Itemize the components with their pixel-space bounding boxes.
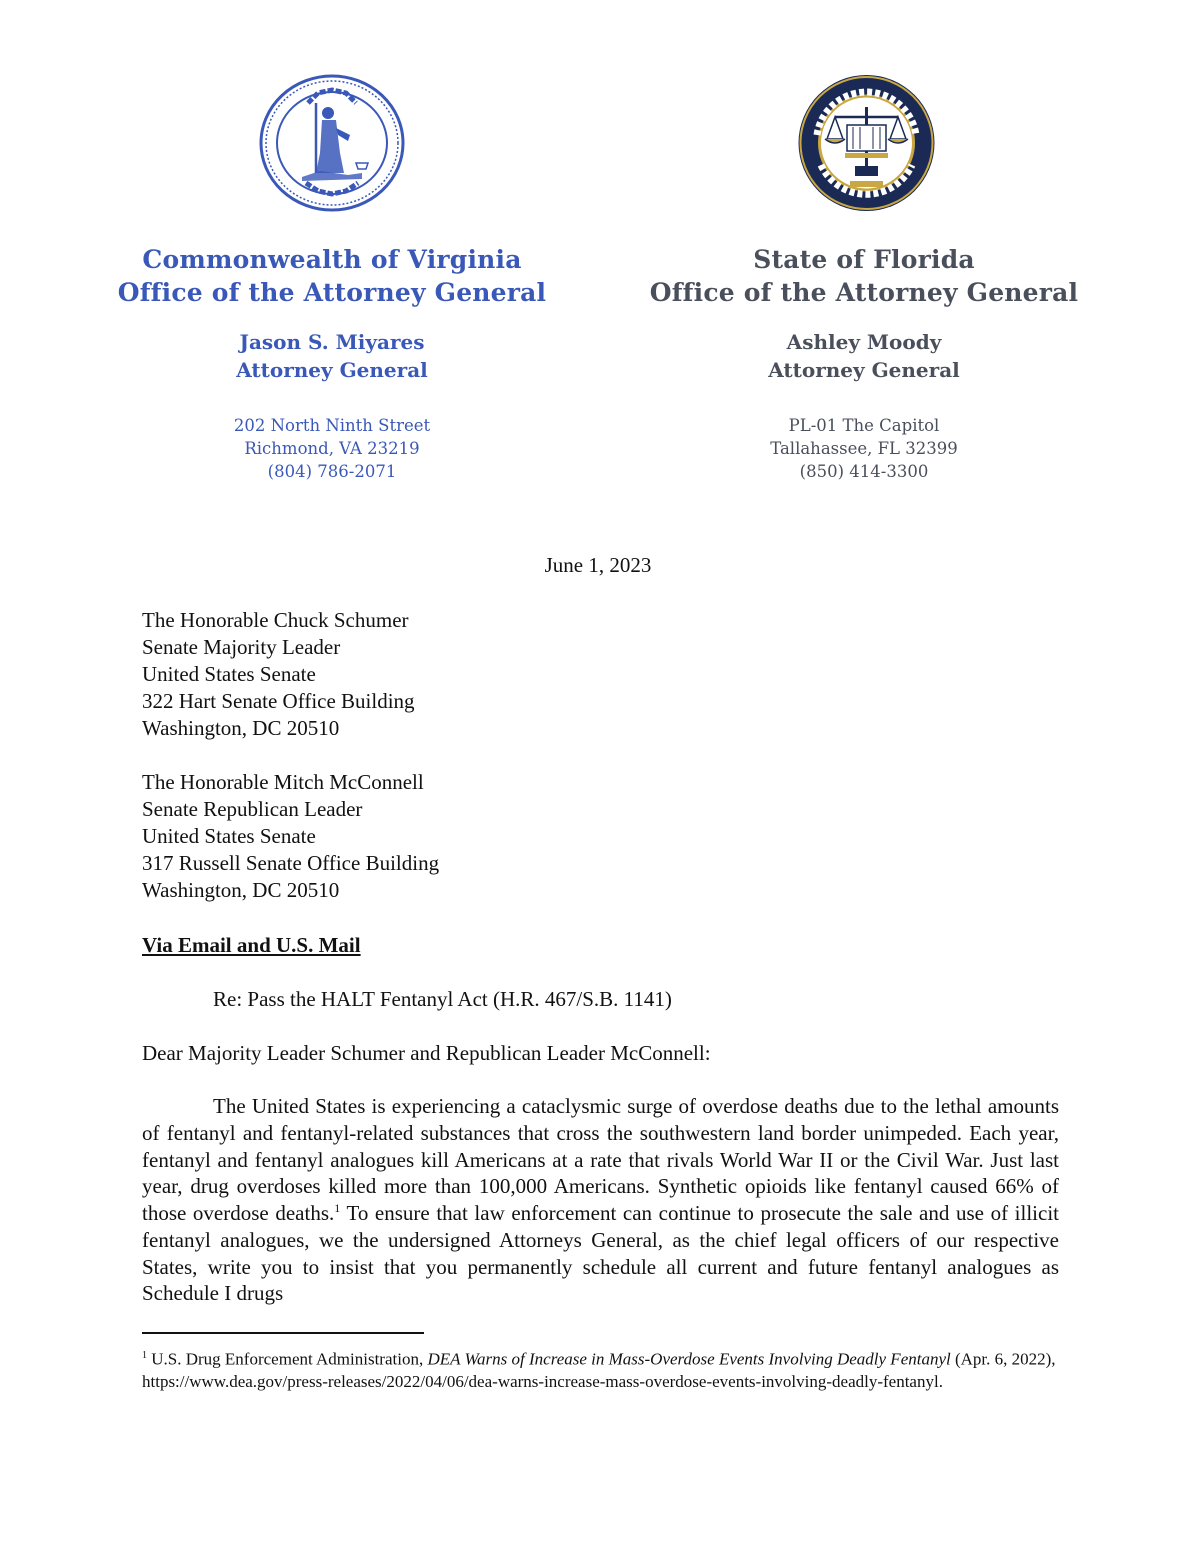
subject-line: Re: Pass the HALT Fentanyl Act (H.R. 467/S.B. 1141) bbox=[213, 987, 672, 1011]
virginia-org-line1: Commonwealth of Virginia bbox=[142, 245, 522, 274]
florida-phone: (850) 414-3300 bbox=[799, 462, 929, 481]
body-paragraph-part1: The United States is experiencing a cataclysmic surge of overdose deaths due to the lethal amounts of fentanyl and fentanyl-related substances that cross the southwestern land border unimpeded. Each year, fentanyl and fentanyl analogues kill Americans at a rate that rivals World War II or the Civil War. Just last year, drug overdoses killed more than 100,000 Americans. Synthetic opioids like fentanyl caused 66% of those overdose deaths. bbox=[142, 1094, 1059, 1225]
virginia-ag-name: Jason S. Miyares bbox=[239, 330, 425, 354]
florida-address-line1: PL-01 The Capitol bbox=[788, 416, 940, 435]
florida-address-line2: Tallahassee, FL 32399 bbox=[770, 439, 958, 458]
letter-date: June 1, 2023 bbox=[544, 553, 652, 577]
florida-ag-name: Ashley Moody bbox=[786, 330, 942, 354]
virginia-letterhead bbox=[92, 243, 572, 483]
addressee-line: Senate Republican Leader bbox=[142, 797, 363, 821]
addressee-line: Washington, DC 20510 bbox=[142, 878, 340, 902]
body-paragraph bbox=[142, 1093, 1059, 1307]
addressee-line: 317 Russell Senate Office Building bbox=[142, 851, 440, 875]
addressee-line: Senate Majority Leader bbox=[142, 635, 341, 659]
footnote-divider bbox=[142, 1332, 424, 1334]
virginia-ag-title: Attorney General bbox=[236, 358, 428, 382]
florida-org-line1: State of Florida bbox=[753, 245, 975, 274]
virginia-seal-icon bbox=[258, 73, 406, 213]
virginia-address-line2: Richmond, VA 23219 bbox=[244, 439, 420, 458]
addressee-line: Washington, DC 20510 bbox=[142, 716, 340, 740]
florida-seal-icon bbox=[795, 73, 938, 213]
footnote-lead: U.S. Drug Enforcement Administration, bbox=[147, 1349, 428, 1369]
addressee-schumer bbox=[142, 607, 415, 742]
body-paragraph-part2: To ensure that law enforcement can continue to prosecute the sale and use of illicit fentanyl analogues, we the undersigned Attorneys General, as the chief legal officers of our respective States, write you to insist that you permanently schedule all current and future fentanyl analogues as Schedule I drugs bbox=[142, 1201, 1059, 1306]
salutation: Dear Majority Leader Schumer and Republican Leader McConnell: bbox=[142, 1041, 711, 1065]
virginia-phone: (804) 786-2071 bbox=[267, 462, 397, 481]
addressee-line: 322 Hart Senate Office Building bbox=[142, 689, 415, 713]
virginia-org-line2: Office of the Attorney General bbox=[117, 278, 547, 307]
footnote bbox=[142, 1345, 1059, 1393]
florida-letterhead bbox=[624, 243, 1104, 483]
virginia-address-line1: 202 North Ninth Street bbox=[233, 416, 431, 435]
footnote-article-title: DEA Warns of Increase in Mass-Overdose Events Involving Deadly Fentanyl bbox=[427, 1349, 951, 1369]
footnote-mark: 1 bbox=[142, 1350, 147, 1361]
florida-org-line2: Office of the Attorney General bbox=[649, 278, 1079, 307]
footnote-reference[interactable]: 1 bbox=[334, 1201, 341, 1215]
florida-ag-title: Attorney General bbox=[768, 358, 960, 382]
addressee-line: The Honorable Mitch McConnell bbox=[142, 770, 424, 794]
delivery-method: Via Email and U.S. Mail bbox=[142, 933, 361, 957]
addressee-line: The Honorable Chuck Schumer bbox=[142, 608, 409, 632]
addressee-line: United States Senate bbox=[142, 824, 316, 848]
footnote-source-link[interactable]: (Apr. 6, 2022), https://www.dea.gov/press-releases/2022/04/06/dea-warns-increase-mass-overdose-events-involving-deadly-fentanyl. bbox=[142, 1349, 1056, 1391]
addressee-line: United States Senate bbox=[142, 662, 316, 686]
addressee-mcconnell bbox=[142, 769, 439, 904]
